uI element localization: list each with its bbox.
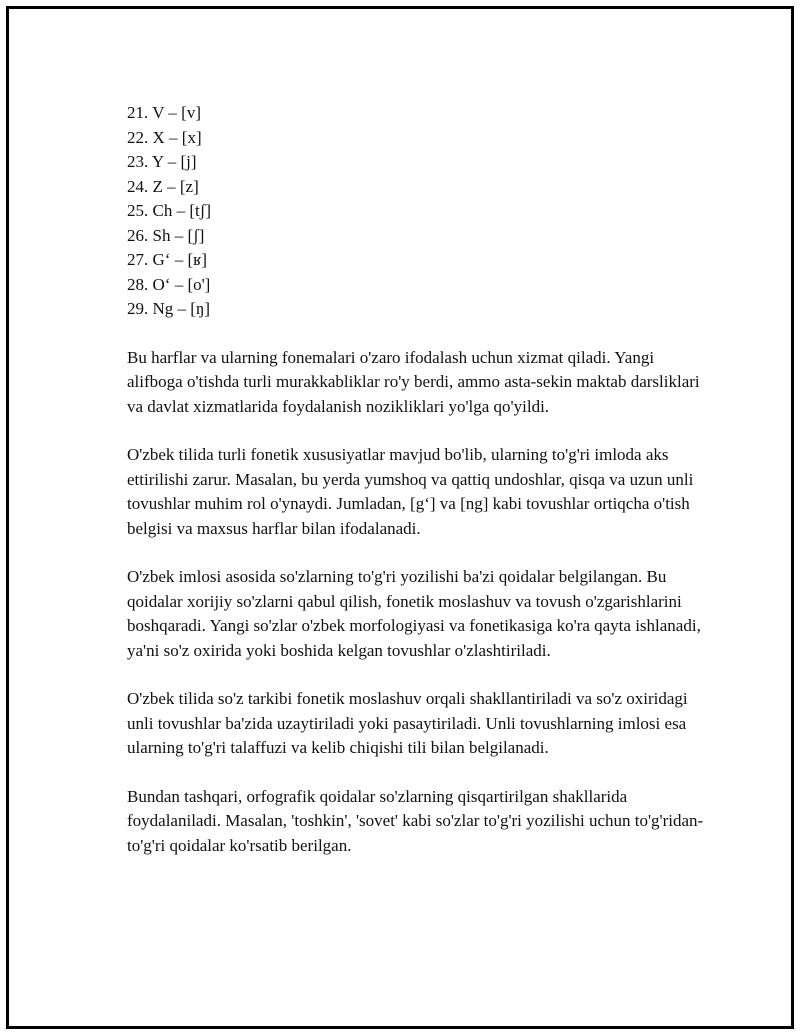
letter-list [127,101,707,322]
letter-list-item: 27. G‘ – [ʁ] [127,250,208,269]
letter-list-item: 24. Z – [z] [127,176,199,196]
page-frame [6,6,794,1029]
document-body [127,101,707,858]
letter-list-item: 25. Ch – [tʃ] [127,201,212,220]
paragraph-spelling-rules: O'zbek imlosi asosida so'zlarning to'g'ri yozilishi ba'zi qoidalar belgilangan. Bu qoidalar xorijiy so'zlarni qabul qilish, fonetik moslashuv va tovush o'zgarishlarini boshqaradi. Yangi so'zlar o'zbek morfologiyasi va fonetikasiga ko'ra qayta ishlanadi, ya'ni so'z oxirida yoki boshida kelgan tovushlar o'zlashtiriladi. [127,567,701,660]
letter-list-item: 26. Sh – [ʃ] [127,225,205,245]
paragraph-phonetic-features: O'zbek tilida turli fonetik xususiyatlar mavjud bo'lib, ularning to'g'ri imloda aks ettirilishi zarur. Masalan, bu yerda yumshoq va qattiq undoshlar, qisqa va uzun unli tovushlar muhim rol o'ynaydi. Jumladan, [g‘] va [ng] kabi tovushlar ortiqcha o'tish belgisi va maxsus harflar bilan ifodalanadi. [127,445,694,538]
paragraph-alphabet-transition: Bu harflar va ularning fonemalari o'zaro ifodalash uchun xizmat qiladi. Yangi alifboga o'tishda turli murakkabliklar ro'y berdi, ammo asta-sekin maktab darsliklari va davlat xizmatlarida foydalanish nozikliklari yo'lga qo'yildi. [127,347,700,416]
letter-list-item: 22. X – [x] [127,127,202,147]
letter-list-item: 21. V – [v] [127,103,201,122]
letter-list-item: 28. O‘ – [o'] [127,274,211,294]
letter-list-item: 23. Y – [j] [127,152,197,171]
paragraph-word-structure: O'zbek tilida so'z tarkibi fonetik moslashuv orqali shakllantiriladi va so'z oxiridagi unli tovushlar ba'zida uzaytiriladi yoki pasaytiriladi. Unli tovushlarning imlosi esa ularning to'g'ri talaffuzi va kelib chiqishi tili bilan belgilanadi. [127,689,688,757]
paragraph-orthographic-rules: Bundan tashqari, orfografik qoidalar so'zlarning qisqartirilgan shakllarida foydalaniladi. Masalan, 'toshkin', 'sovet' kabi so'zlar to'g'ri yozilishi uchun to'g'ridan-to'g'ri qoidalar ko'rsatib berilgan. [127,786,704,855]
letter-list-item: 29. Ng – [ŋ] [127,299,211,318]
